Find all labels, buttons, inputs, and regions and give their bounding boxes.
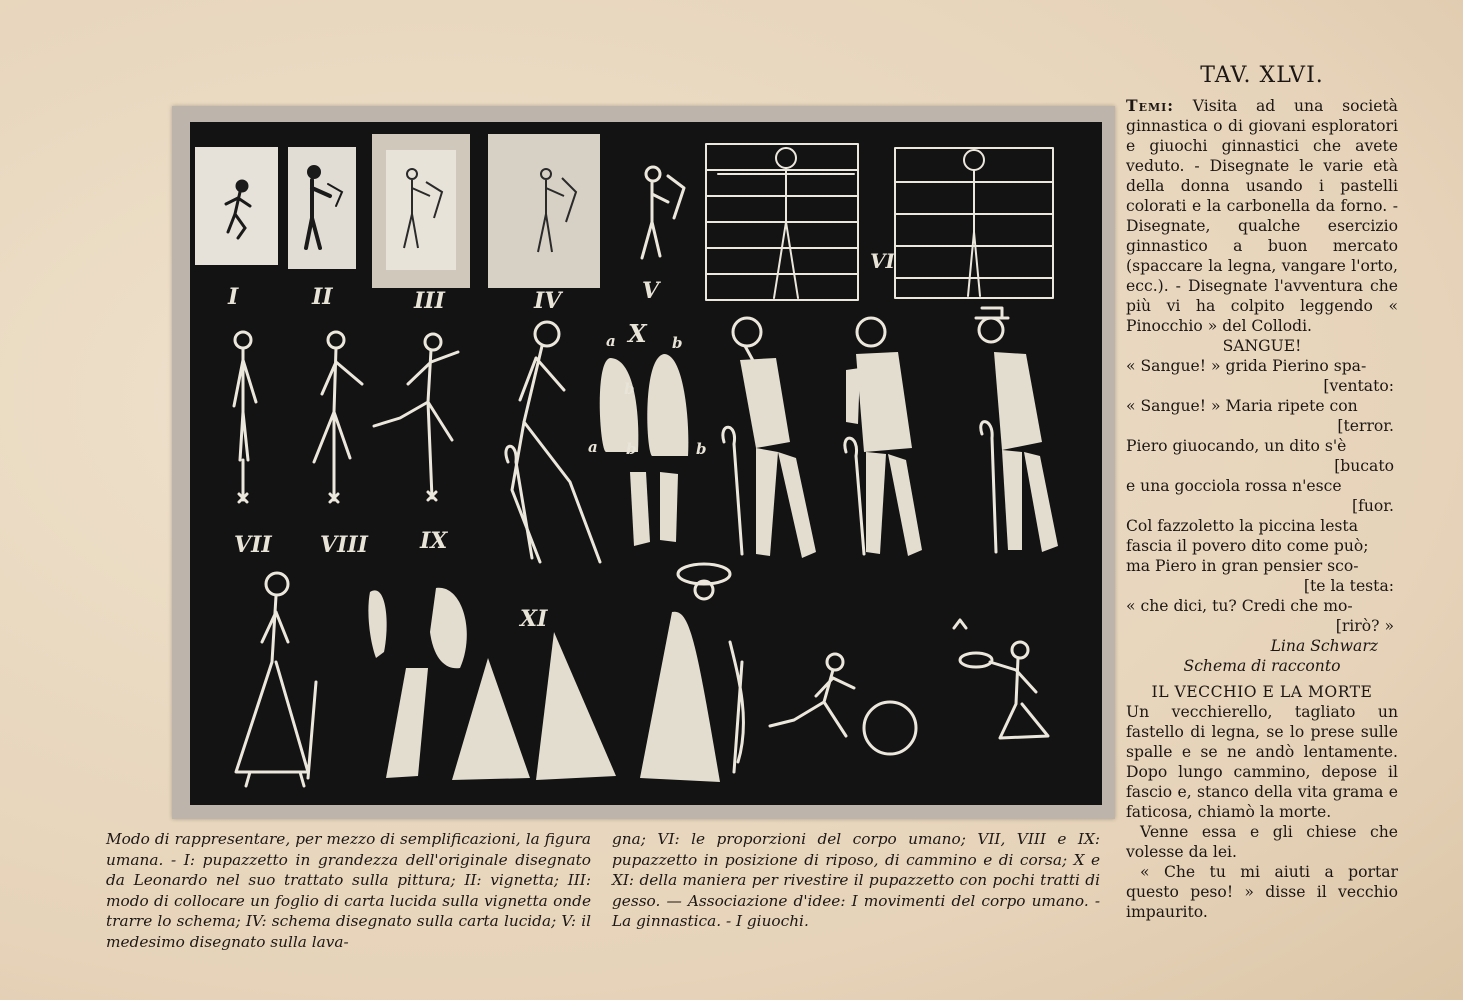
label-iii: III [414, 288, 445, 314]
story-title: IL VECCHIO E LA MORTE [1151, 683, 1373, 701]
label-a-bottom: a [588, 438, 598, 456]
cane-1 [723, 427, 742, 554]
figure-v-drawing [642, 167, 684, 258]
cane-3 [981, 422, 996, 552]
label-v: V [642, 278, 660, 304]
poem-line: [rirò? » [1335, 617, 1394, 635]
poem-line: [ventato: [1323, 377, 1394, 395]
schema-heading: Schema di racconto [1183, 657, 1341, 675]
story-paragraph-3: « Che tu mi aiuti a portar questo peso! » disse il vecchio impaurito. [1126, 863, 1398, 921]
label-iv: IV [534, 288, 562, 314]
story-paragraph-2: Venne essa e gli chiese che volesse da lei. [1126, 823, 1398, 861]
poem-author: Lina Schwarz [1270, 637, 1378, 655]
label-vii: VII [234, 532, 272, 558]
figure-viii-walk [314, 332, 362, 502]
figure-woman-stick [236, 573, 316, 786]
label-xi: XI [520, 606, 548, 632]
label-ii: II [312, 284, 333, 310]
temi-label: Temi: [1126, 96, 1175, 115]
label-i: I [228, 284, 239, 310]
figure-old-man-1 [733, 318, 761, 366]
figure-caption-left: Modo di rappresentare, per mezzo di semplificazioni, la figura umana. - I: pupazzetto in grandezza dell'originale disegnato da Leonardo nel suo trattato sulla pittura; II: vignetta; III: modo di collocare un foglio di carta lucida sulla vignetta onde trarre lo schema; IV: schema disegnato sulla carta lucida; V: il medesimo disegnato sulla lava- [106, 830, 591, 951]
poem-line: ma Piero in gran pensier sco- [1126, 557, 1359, 575]
poem-line: « Sangue! » grida Pierino spa- [1126, 357, 1367, 375]
figure-old-man-1-body [740, 358, 816, 558]
figure-iii-drawing [404, 169, 442, 248]
label-x: X [628, 319, 647, 348]
figure-iv-drawing [538, 169, 576, 252]
figure-old-man-2 [857, 318, 885, 346]
label-a-top: a [606, 332, 616, 350]
proportions-grid-1 [706, 144, 858, 300]
figure-old-man-3 [976, 308, 1008, 342]
label-b-mid: b [624, 380, 635, 398]
poem-line: Piero giuocando, un dito s'è [1126, 437, 1347, 455]
poem-line: « che dici, tu? Credi che mo- [1126, 597, 1353, 615]
temi-text: Visita ad una società ginnastica o di giovani esploratori e giuochi ginnastici che avete veduto. - Disegnate le varie età della donna usando i pastelli colorati e la carbonella da forno. - Disegnate, qualche esercizio ginnastico a buon mercato (spaccare la legna, vangare l'orto, ecc.). - Disegnate l'avventura che più vi ha colpito leggendo « Pinocchio » del Collodi. [1126, 97, 1398, 335]
figure-ix-run [374, 334, 458, 500]
label-viii: VIII [320, 532, 368, 558]
figure-child-hoop [770, 654, 916, 754]
label-b-bottom: b [626, 440, 637, 458]
figure-i-drawing [226, 181, 250, 238]
proportions-grid-2 [895, 148, 1053, 298]
plate-title: TAV. XLVI. [1200, 63, 1324, 88]
story-paragraph-1: Un vecchierello, tagliato un fastello di legna, se lo prese sulle spalle e se ne andò lentamente. Dopo lungo cammino, depose il fascio e, stanco della vita grama e faticosa, chiamò la morte. [1126, 703, 1398, 821]
temi-paragraph [1126, 96, 1398, 336]
cane-2 [845, 438, 864, 554]
blackboard-illustration [190, 122, 1102, 805]
label-b-right: b [696, 440, 707, 458]
poem-line: [bucato [1334, 457, 1394, 475]
label-vi: VI [870, 249, 895, 273]
poem-line: e una gocciola rossa n'esce [1126, 477, 1342, 495]
figure-old-man-3-body [994, 352, 1058, 552]
label-b-top: b [672, 334, 683, 352]
poem-title: SANGUE! [1222, 337, 1302, 355]
figure-ii-drawing [306, 167, 342, 248]
figure-x-shapes [600, 354, 689, 546]
sidebar-text-column [1126, 63, 1398, 922]
poem-line: [te la testa: [1303, 577, 1394, 595]
figure-vii-rest [234, 332, 256, 502]
figure-girl-tennis [954, 620, 1048, 738]
poem-line: fascia il povero dito come può; [1126, 537, 1369, 555]
poem-line: [terror. [1337, 417, 1394, 435]
poem-line: [fuor. [1352, 497, 1394, 515]
poem-line: « Sangue! » Maria ripete con [1126, 397, 1358, 415]
label-ix: IX [420, 528, 448, 554]
poem-line: Col fazzoletto la piccina lesta [1126, 517, 1358, 535]
figure-old-walker-stick [506, 322, 600, 562]
poem [1126, 356, 1398, 636]
figure-caption-right: gna; VI: le proporzioni del corpo umano; VII, VIII e IX: pupazzetto in posizione di riposo, di cammino e di corsa; X e XI: della maniera per rivestire il pupazzetto con pochi tratti di gesso. — Associazione d'idee: I movimenti del corpo umano. - La ginnastica. - I giuochi. [612, 830, 1100, 930]
chalk-drawings [190, 122, 1102, 805]
